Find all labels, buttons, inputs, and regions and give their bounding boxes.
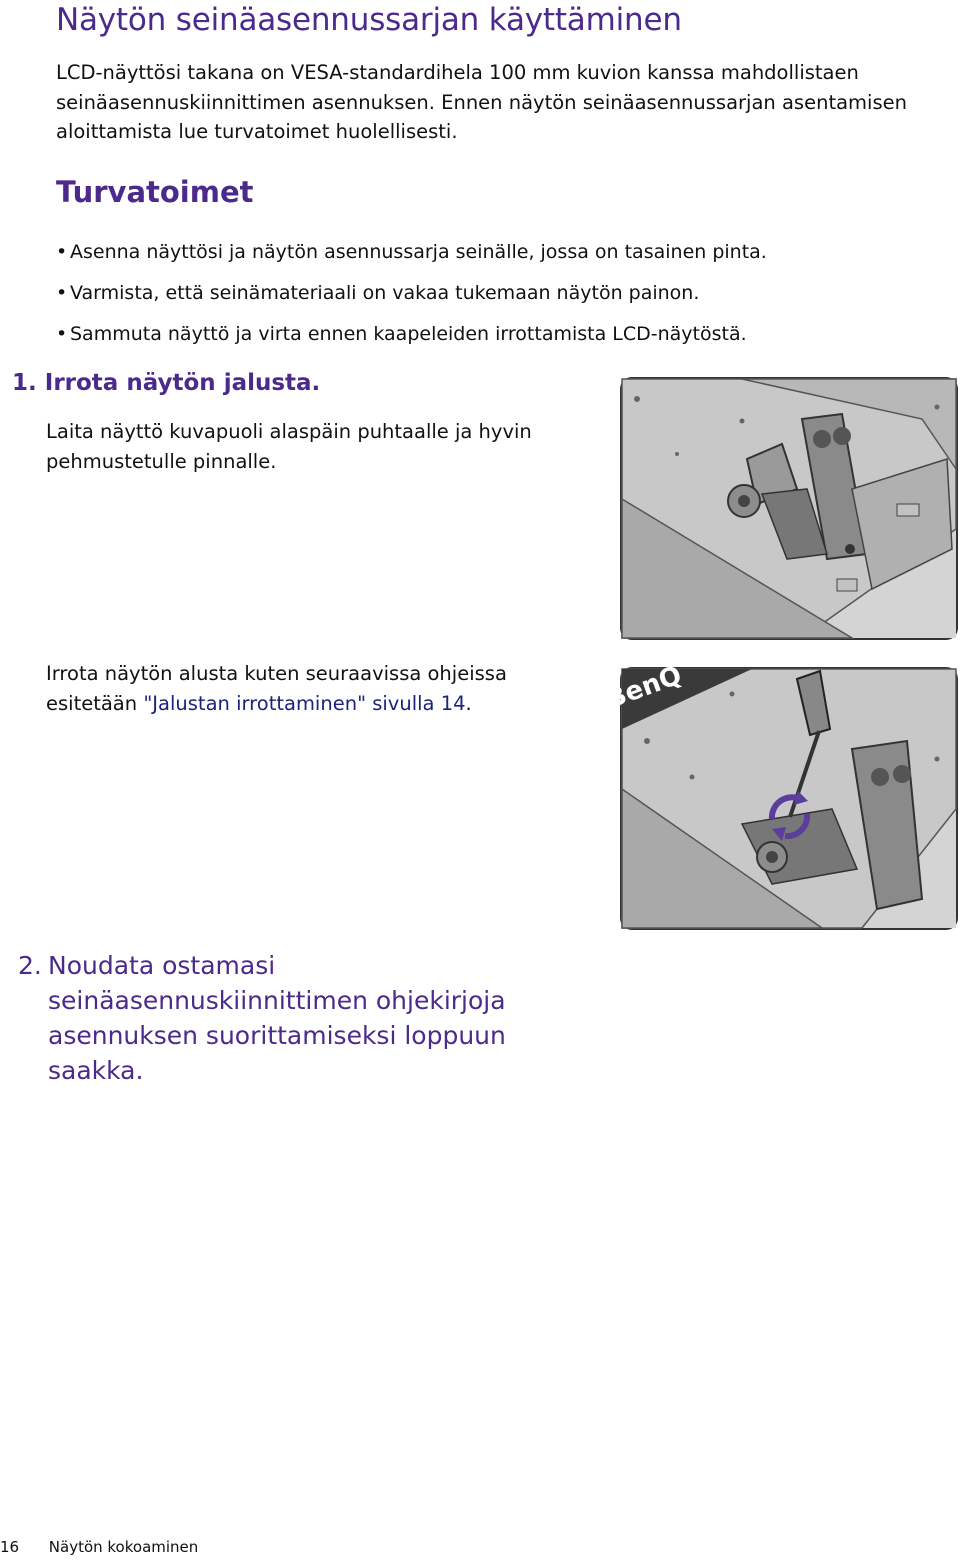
monitor-stand-illustration xyxy=(622,379,956,638)
page-number: 16 xyxy=(0,1538,20,1556)
step-1-paragraph-1: Laita näyttö kuvapuoli alaspäin puhtaalle ja hyvin pehmustetulle pinnalle. xyxy=(46,420,532,473)
step-2-title: Noudata ostamasi seinäasennuskiinnittimen ohjekirjoja asennuksen suorittamiseksi loppuun saakka. xyxy=(48,951,506,1085)
step-2-heading xyxy=(18,948,578,1088)
page-footer xyxy=(0,1538,198,1556)
safety-heading: Turvatoimet xyxy=(56,175,254,209)
footer-section: Näytön kokoaminen xyxy=(48,1538,199,1556)
brand-logo: BenQ xyxy=(602,660,686,716)
page-title: Näytön seinäasennussarjan käyttäminen xyxy=(56,2,682,38)
figure-monitor-face-down xyxy=(620,377,958,640)
safety-item: • Varmista, että seinämateriaali on vakaa tukemaan näytön painon. xyxy=(56,279,767,320)
detach-stand-link[interactable]: "Jalustan irrottaminen" sivulla 14 xyxy=(143,692,466,715)
step-2-number: 2. xyxy=(18,951,42,980)
safety-list xyxy=(56,238,767,361)
step-1-heading xyxy=(12,370,320,396)
step-1-number: 1. xyxy=(12,370,37,396)
step-1-title: Irrota näytön jalusta. xyxy=(44,370,321,396)
link-suffix: . xyxy=(465,692,472,715)
step-1-paragraph-2-text: Irrota näytön alusta kuten seuraavissa ohjeissa esitetään xyxy=(46,662,507,715)
screwdriver-illustration xyxy=(602,660,956,928)
safety-item: • Sammuta näyttö ja virta ennen kaapeleiden irrottamista LCD-näytöstä. xyxy=(56,320,767,361)
intro-paragraph: LCD-näyttösi takana on VESA-standardihela 100 mm kuvion kanssa mahdollistaen seinäasennuskiinnittimen asennuksen. Ennen näytön seinäasennussarjan asentamisen aloittamista lue turvatoimet huolellisesti. xyxy=(56,61,907,143)
figure-remove-stand-screw xyxy=(602,660,958,930)
safety-item: • Asenna näyttösi ja näytön asennussarja seinälle, jossa on tasainen pinta. xyxy=(56,238,767,279)
step-1-paragraph-2 xyxy=(46,659,566,719)
